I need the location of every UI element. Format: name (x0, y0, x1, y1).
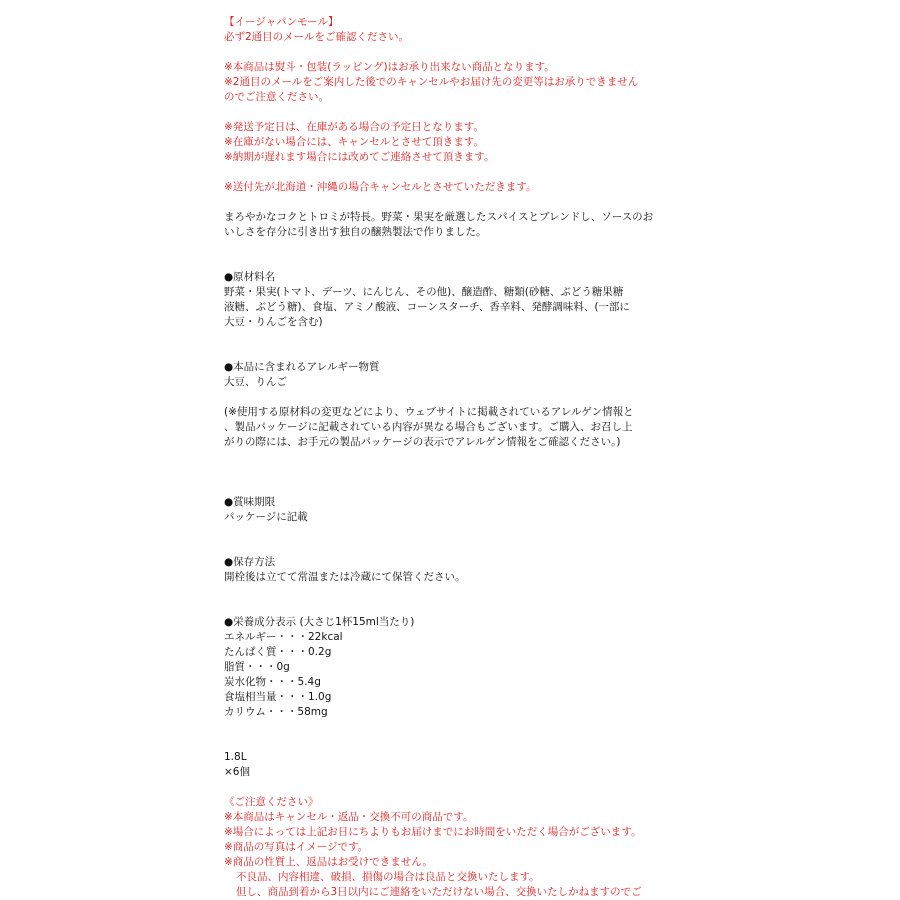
nutrition-potassium: カリウム・・・58mg (224, 706, 328, 718)
wrapping-notice: ※本商品は熨斗・包装(ラッピング)はお承り出来ない商品となります。 (224, 61, 555, 73)
caution-line: 不良品、内容相違、破損、損傷の場合は良品と交換いたします。 (236, 871, 540, 883)
caution-heading: 《ご注意ください》 (224, 796, 319, 808)
nutrition-carbs: 炭水化物・・・5.4g (224, 676, 321, 688)
allergen-heading: ●本品に含まれるアレルギー物質 (224, 361, 380, 373)
nutrition-energy: エネルギー・・・22kcal (224, 631, 343, 643)
product-description (224, 15, 664, 900)
product-summary (224, 210, 664, 240)
second-mail-notice: 必ず2通目のメールをご確認ください。 (224, 31, 409, 43)
caution-line: ※商品の性質上、返品はお受けできません。 (224, 856, 433, 868)
store-name: 【イージャパンモール】 (224, 16, 339, 28)
ingredients-line: 液糖、ぶどう糖)、食塩、アミノ酸液、コーンスターチ、香辛料、発酵調味料、(一部に (224, 301, 630, 313)
storage-section (224, 555, 664, 585)
caution-line: ※本商品はキャンセル・返品・交換不可の商品です。 (224, 811, 474, 823)
nutrition-protein: たんぱく質・・・0.2g (224, 646, 332, 658)
best-before-value: パッケージに記載 (224, 511, 308, 523)
package-section (224, 750, 664, 780)
allergen-section (224, 360, 664, 450)
package-count: ×6個 (224, 766, 250, 778)
caution-line: ※商品の写真はイメージです。 (224, 841, 369, 853)
shipping-notice-line: ※発送予定日は、在庫がある場合の予定日となります。 (224, 121, 484, 133)
ingredients-section (224, 270, 664, 330)
best-before-heading: ●賞味期限 (224, 496, 276, 508)
nutrition-section (224, 615, 664, 720)
summary-line: まろやかなコクとトロミが特長。野菜・果実を厳選したスパイスとブレンドし、ソースのお (224, 211, 654, 223)
region-notice: ※送付先が北海道・沖縄の場合キャンセルとさせていただきます。 (224, 181, 537, 193)
allergen-note-line: (※使用する原材料の変更などにより、ウェブサイトに掲載されているアレルゲン情報と (224, 406, 634, 418)
best-before-section (224, 495, 664, 525)
allergen-note-line: がりの際には、お手元の製品パッケージの表示でアレルゲン情報をご確認ください。) (224, 436, 621, 448)
caution-line: ※場合によっては上記お日にちよりもお届けまでにお時間をいただく場合がございます。 (224, 826, 642, 838)
ingredients-heading: ●原材料名 (224, 271, 276, 283)
nutrition-heading: ●栄養成分表示 (大さじ1杯15ml当たり) (224, 616, 415, 628)
nutrition-salt: 食塩相当量・・・1.0g (224, 691, 332, 703)
storage-value: 開栓後は立てて常温または冷蔵にて保管ください。 (224, 571, 466, 583)
store-notice (224, 15, 664, 195)
nutrition-fat: 脂質・・・0g (224, 661, 290, 673)
cancel-notice-line: のでご注意ください。 (224, 91, 329, 103)
shipping-notice-line: ※納期が遅れます場合には改めてご連絡させて頂きます。 (224, 151, 495, 163)
summary-line: いしさを存分に引き出す独自の醸熟製法で作りました。 (224, 226, 487, 238)
storage-heading: ●保存方法 (224, 556, 276, 568)
allergen-items: 大豆、りんご (224, 376, 287, 388)
allergen-note-line: 、製品パッケージに記載されている内容が異なる場合もございます。ご購入、お召し上 (224, 421, 633, 433)
caution-section (224, 795, 664, 900)
ingredients-line: 野菜・果実(トマト、デーツ、にんじん、その他)、醸造酢、糖類(砂糖、ぶどう糖果糖 (224, 286, 624, 298)
package-volume: 1.8L (224, 751, 247, 763)
shipping-notice-line: ※在庫がない場合には、キャンセルとさせて頂きます。 (224, 136, 484, 148)
caution-line: 但し、商品到着から3日以内にご連絡をいただけない場合、交換いたしかねますのでご (236, 886, 642, 898)
ingredients-line: 大豆・りんごを含む) (224, 316, 323, 328)
cancel-notice-line: ※2通目のメールをご案内した後でのキャンセルやお届け先の変更等はお承りできません (224, 76, 639, 88)
